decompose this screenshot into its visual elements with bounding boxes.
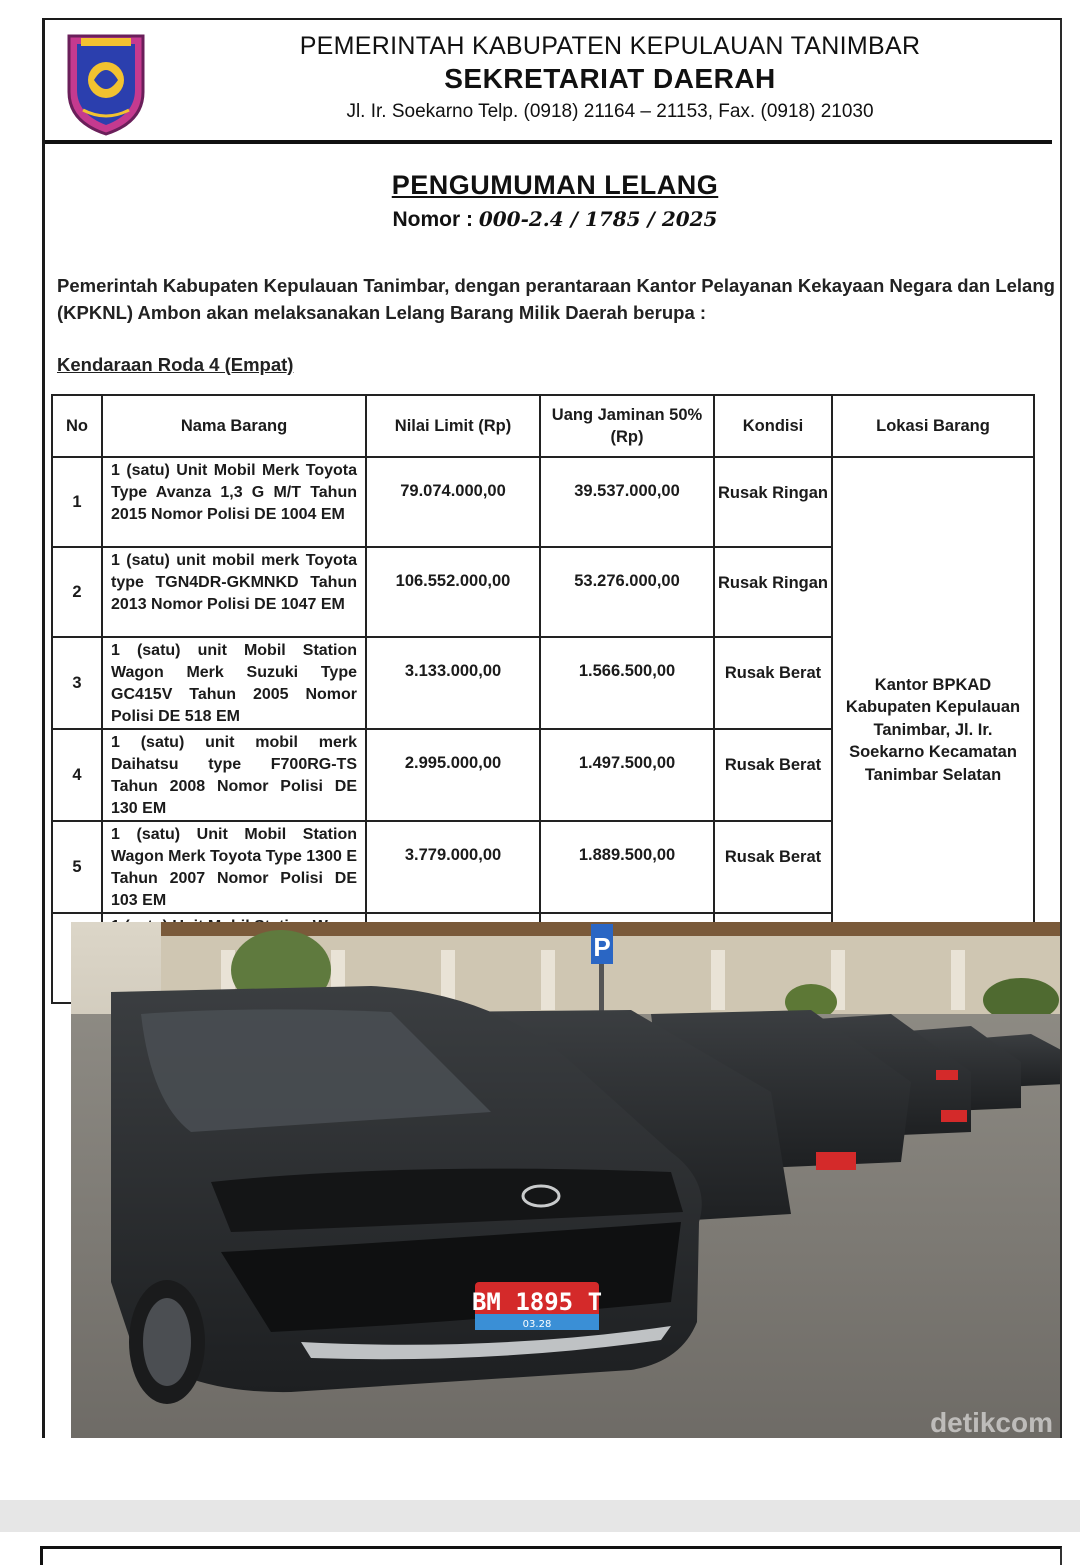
cell-limit: 3.133.000,00 <box>366 637 540 729</box>
col-header-nama: Nama Barang <box>102 395 366 457</box>
col-header-jaminan: Uang Jaminan 50% (Rp) <box>540 395 714 457</box>
announcement-heading: PENGUMUMAN LELANG <box>391 170 719 200</box>
col-header-kondisi: Kondisi <box>714 395 832 457</box>
cell-nama: 1 (satu) unit Mobil Station Wagon Merk Suzuki Type GC415V Tahun 2005 Nomor Polisi DE 518 EM <box>102 637 366 729</box>
section-label: Kendaraan Roda 4 (Empat) <box>57 354 294 375</box>
cell-no: 2 <box>52 547 102 637</box>
cell-no: 1 <box>52 457 102 547</box>
cell-nama: 1 (satu) unit mobil merk Toyota type TGN4DR-GKMNKD Tahun 2013 Nomor Polisi DE 1047 EM <box>102 547 366 637</box>
col-header-limit: Nilai Limit (Rp) <box>366 395 540 457</box>
letterhead-rule <box>45 140 1052 144</box>
letterhead-office: SEKRETARIAT DAERAH <box>444 63 776 94</box>
cell-nama: 1 (satu) unit mobil merk Daihatsu type F700RG-TS Tahun 2008 Nomor Polisi DE 130 EM <box>102 729 366 821</box>
cell-no: 3 <box>52 637 102 729</box>
cell-limit: 79.074.000,00 <box>366 457 540 547</box>
page-separator <box>0 1500 1080 1532</box>
cell-jaminan: 53.276.000,00 <box>540 547 714 637</box>
number-label: Nomor : <box>392 208 473 231</box>
license-plate-sub: 03.28 <box>522 1319 552 1330</box>
announcement-number <box>45 207 1062 232</box>
cell-kondisi: Rusak Berat <box>714 637 832 729</box>
parking-sign: P <box>593 932 611 962</box>
document-page <box>42 18 1062 1438</box>
cell-lokasi: Kantor BPKAD Kabupaten Kepulauan Tanimbar, Jl. Ir. Soekarno Kecamatan Tanimbar Selatan <box>832 457 1034 1003</box>
cell-jaminan: 39.537.000,00 <box>540 457 714 547</box>
cell-no: 5 <box>52 821 102 913</box>
cell-nama: 1 (satu) Unit Mobil Station Wagon Merk Toyota Type 1300 E Tahun 2007 Nomor Polisi DE 103 EM <box>102 821 366 913</box>
cell-jaminan: 1.566.500,00 <box>540 637 714 729</box>
cell-kondisi: Rusak Ringan <box>714 457 832 547</box>
intro-paragraph: Pemerintah Kabupaten Kepulauan Tanimbar, dengan perantaraan Kantor Pelayanan Kekayaan Negara dan Lelang (KPKNL) Ambon akan melaksanakan Lelang Barang Milik Daerah berupa : <box>57 275 1055 323</box>
cell-kondisi: Rusak Berat <box>714 729 832 821</box>
photo-watermark: detikcom <box>930 1407 1053 1438</box>
auction-table <box>51 394 1035 1004</box>
next-page-edge <box>40 1546 1062 1565</box>
table-header-row <box>52 395 1034 457</box>
cell-no: 4 <box>52 729 102 821</box>
cell-limit: 3.779.000,00 <box>366 821 540 913</box>
regency-emblem-icon <box>61 30 151 138</box>
license-plate: BM 1895 T <box>471 1288 603 1316</box>
cell-limit: 106.552.000,00 <box>366 547 540 637</box>
col-header-lokasi: Lokasi Barang <box>832 395 1034 457</box>
number-value: 000-2.4 / 1785 / 2025 <box>478 207 718 231</box>
letterhead <box>165 32 1055 123</box>
cell-kondisi: Rusak Berat <box>714 821 832 913</box>
cell-kondisi: Rusak Ringan <box>714 547 832 637</box>
cell-limit: 2.995.000,00 <box>366 729 540 821</box>
announcement-title <box>45 170 1062 232</box>
letterhead-address: Jl. Ir. Soekarno Telp. (0918) 21164 – 21153, Fax. (0918) 21030 <box>346 101 874 122</box>
letterhead-government: PEMERINTAH KABUPATEN KEPULAUAN TANIMBAR <box>299 32 921 60</box>
cell-nama: 1 (satu) Unit Mobil Merk Toyota Type Avanza 1,3 G M/T Tahun 2015 Nomor Polisi DE 1004 EM <box>102 457 366 547</box>
cell-jaminan: 1.497.500,00 <box>540 729 714 821</box>
col-header-no: No <box>52 395 102 457</box>
cars-photo <box>71 922 1062 1438</box>
cell-jaminan: 1.889.500,00 <box>540 821 714 913</box>
table-row <box>52 457 1034 547</box>
